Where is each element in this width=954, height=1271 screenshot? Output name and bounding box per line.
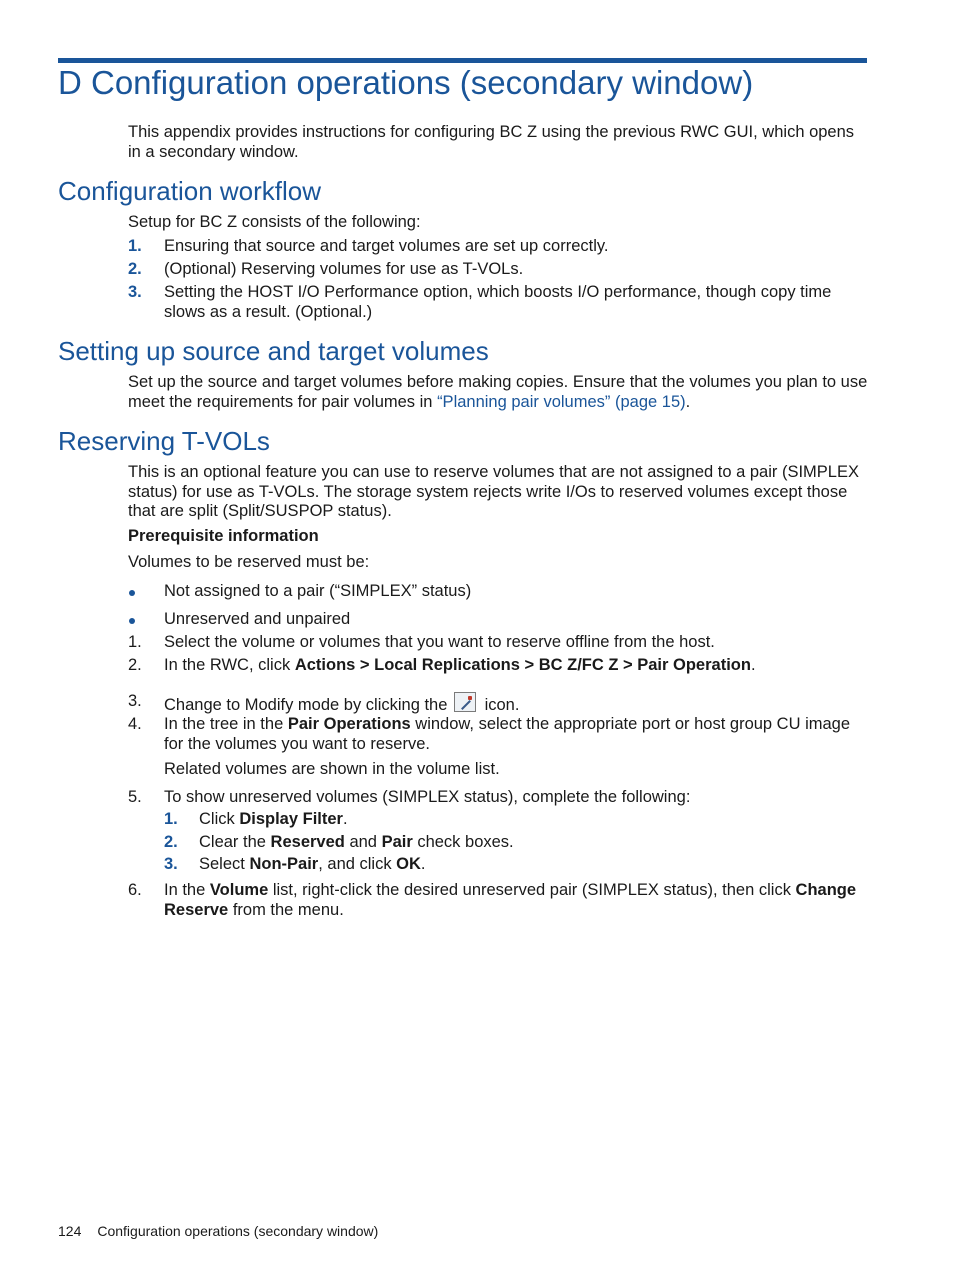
substep-number: 2. xyxy=(164,833,178,851)
step-6 xyxy=(164,881,868,920)
substep-2-text: Clear the xyxy=(199,833,271,851)
workflow-step-1: Ensuring that source and target volumes are set up correctly. xyxy=(164,237,609,255)
substep-1 xyxy=(199,810,868,830)
setup-text: Set up the source and target volumes before making copies. Ensure that the volumes you plan to use meet the requirements for pair volumes in xyxy=(128,373,868,411)
step-2 xyxy=(164,656,868,676)
substep-3 xyxy=(199,855,868,875)
setup-text-end: . xyxy=(685,392,691,411)
non-pair-term: Non-Pair xyxy=(249,855,319,873)
step-6-mid: list, right-click the desired unreserved pair (SIMPLEX status), then click xyxy=(268,881,796,899)
display-filter-term: Display Filter xyxy=(239,810,343,828)
change-reserve-term: Change Reserve xyxy=(164,881,857,919)
bullet-unreserved: Unreserved and unpaired xyxy=(164,610,351,628)
header-rule xyxy=(58,58,867,63)
workflow-step-number: 1. xyxy=(128,237,142,255)
substep-3-end: . xyxy=(420,855,426,873)
setup-paragraph xyxy=(128,373,868,412)
planning-pair-volumes-link[interactable]: “Planning pair volumes” (page 15) xyxy=(437,392,686,411)
reserved-term: Reserved xyxy=(270,833,345,851)
volume-term: Volume xyxy=(209,881,269,899)
step-4-text: In the tree in the xyxy=(164,715,288,733)
workflow-step-2: (Optional) Reserving volumes for use as T-VOLs. xyxy=(164,260,524,278)
footer-title: Configuration operations (secondary window) xyxy=(97,1223,379,1239)
chapter-title: D Configuration operations (secondary window) xyxy=(58,64,754,101)
heading-setting-up-volumes: Setting up source and target volumes xyxy=(58,336,489,366)
step-3-end: icon. xyxy=(484,696,520,714)
step-3-text: Change to Modify mode by clicking the xyxy=(164,696,448,714)
bullet-marker xyxy=(129,590,135,596)
bullet-marker xyxy=(129,618,135,624)
substep-1-end: . xyxy=(342,810,348,828)
reserving-intro: This is an optional feature you can use to reserve volumes that are not assigned to a pair (SIMPLEX status) for use as T-VOLs. The storage system rejects write I/Os to reserved volumes except those that are split (Split/SUSPOP status). xyxy=(128,463,859,520)
workflow-step-number: 2. xyxy=(128,260,142,278)
step-number: 2. xyxy=(128,656,142,674)
step-2-text: In the RWC, click xyxy=(164,656,295,674)
chapter-intro: This appendix provides instructions for configuring BC Z using the previous RWC GUI, which opens in a secondary window. xyxy=(128,123,855,161)
step-6-end: from the menu. xyxy=(228,900,344,919)
step-5: To show unreserved volumes (SIMPLEX status), complete the following: xyxy=(164,788,691,806)
prerequisite-heading: Prerequisite information xyxy=(128,527,319,545)
step-6-text: In the xyxy=(164,881,210,899)
step-4-end: window, select the appropriate port or host group CU image for the volumes you want to reserve. xyxy=(164,715,851,753)
step-2-end: . xyxy=(750,656,756,674)
step-4 xyxy=(164,715,868,754)
workflow-step-number: 3. xyxy=(128,283,142,301)
substep-2-mid: and xyxy=(344,833,382,851)
substep-number: 3. xyxy=(164,855,178,873)
step-number: 3. xyxy=(128,692,142,710)
workflow-lead: Setup for BC Z consists of the following: xyxy=(128,213,421,231)
substep-2-end: check boxes. xyxy=(412,833,514,851)
step-number: 6. xyxy=(128,881,142,899)
pair-operations-term: Pair Operations xyxy=(287,715,411,733)
step-3 xyxy=(164,692,868,716)
substep-1-text: Click xyxy=(199,810,240,828)
step-1: Select the volume or volumes that you want to reserve offline from the host. xyxy=(164,633,715,651)
workflow-step-3: Setting the HOST I/O Performance option, which boosts I/O performance, though copy time slows as a result. (Optional.) xyxy=(164,283,832,321)
page-footer xyxy=(58,1223,378,1239)
substep-2 xyxy=(199,833,868,853)
page-number: 124 xyxy=(58,1223,82,1239)
menu-path: Actions > Local Replications > BC Z/FC Z > Pair Operation xyxy=(294,656,751,674)
heading-reserving-tvols: Reserving T-VOLs xyxy=(58,426,270,456)
substep-3-text: Select xyxy=(199,855,250,873)
ok-term: OK xyxy=(396,855,421,873)
pair-term: Pair xyxy=(381,833,413,851)
step-number: 1. xyxy=(128,633,142,651)
substep-number: 1. xyxy=(164,810,178,828)
step-number: 4. xyxy=(128,715,142,733)
bullet-not-assigned: Not assigned to a pair (“SIMPLEX” status) xyxy=(164,582,472,600)
modify-mode-icon xyxy=(454,692,476,712)
heading-configuration-workflow: Configuration workflow xyxy=(58,176,322,206)
step-4-note: Related volumes are shown in the volume list. xyxy=(164,760,500,778)
substep-3-mid: , and click xyxy=(318,855,397,873)
prerequisite-lead: Volumes to be reserved must be: xyxy=(128,553,370,571)
step-number: 5. xyxy=(128,788,142,806)
